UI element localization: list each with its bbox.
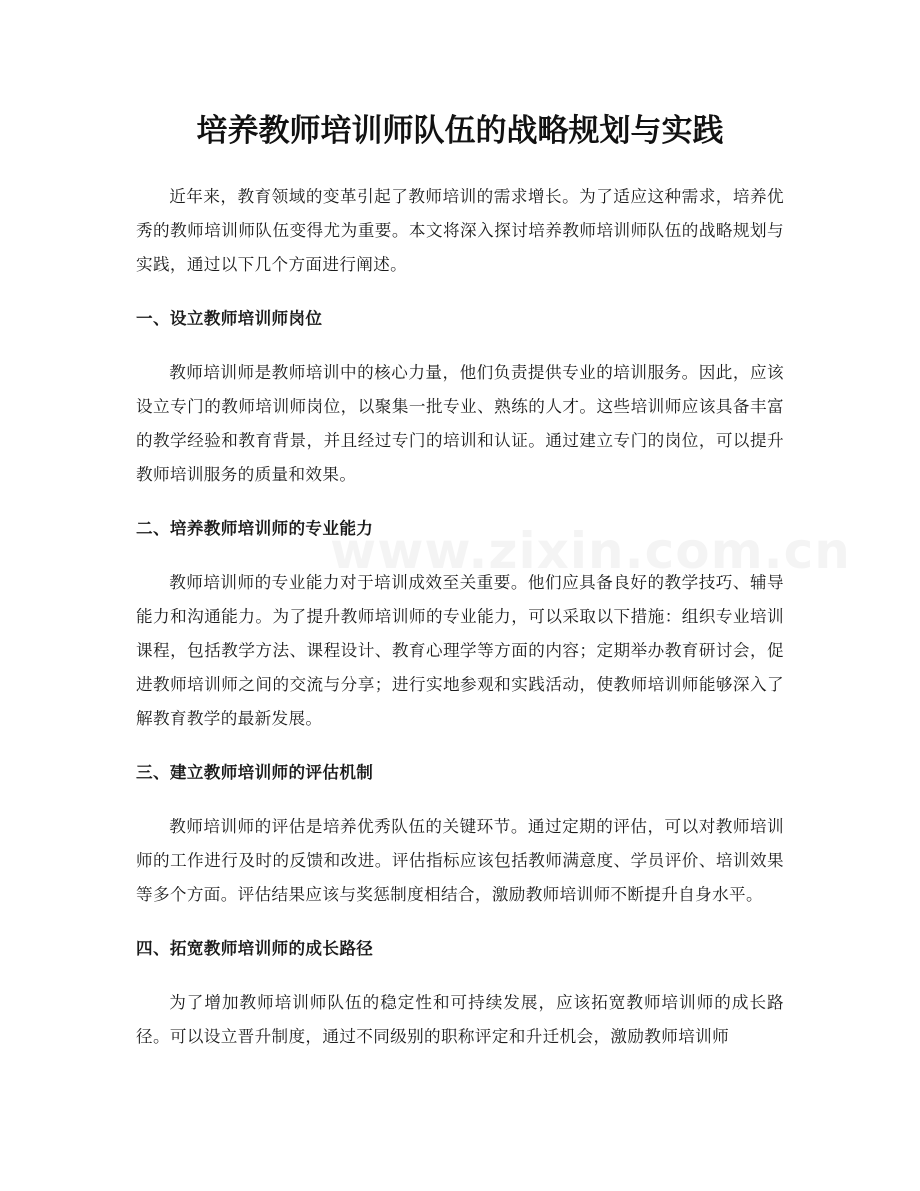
section-heading-3: 三、建立教师培训师的评估机制 [136,763,374,782]
section-paragraph-1: 教师培训师是教师培训中的核心力量，他们负责提供专业的培训服务。因此，应该设立专门的教师培训师岗位，以聚集一批专业、熟练的人才。这些培训师应该具备丰富的教学经验和教育背景，并且经过专门的培训和认证。通过建立专门的岗位，可以提升教师培训服务的质量和效果。 [136,363,784,484]
section-paragraph-4: 为了增加教师培训师队伍的稳定性和可持续发展，应该拓宽教师培训师的成长路径。可以设立晋升制度，通过不同级别的职称评定和升迁机会，激励教师培训师 [136,993,784,1046]
section-paragraph-3: 教师培训师的评估是培养优秀队伍的关键环节。通过定期的评估，可以对教师培训师的工作进行及时的反馈和改进。评估指标应该包括教师满意度、学员评价、培训效果等多个方面。评估结果应该与奖惩制度相结合，激励教师培训师不断提升自身水平。 [136,817,784,904]
document-title: 培养教师培训师队伍的战略规划与实践 [196,113,724,149]
document-body [136,180,784,1054]
section-heading-2: 二、培养教师培训师的专业能力 [136,519,374,538]
section-heading-4: 四、拓宽教师培训师的成长路径 [136,939,374,958]
section-paragraph-2: 教师培训师的专业能力对于培训成效至关重要。他们应具备良好的教学技巧、辅导能力和沟通能力。为了提升教师培训师的专业能力，可以采取以下措施：组织专业培训课程，包括教学方法、课程设计、教育心理学等方面的内容；定期举办教育研讨会，促进教师培训师之间的交流与分享；进行实地参观和实践活动，使教师培训师能够深入了解教育教学的最新发展。 [136,573,784,728]
intro-paragraph: 近年来，教育领域的变革引起了教师培训的需求增长。为了适应这种需求，培养优秀的教师培训师队伍变得尤为重要。本文将深入探讨培养教师培训师队伍的战略规划与实践，通过以下几个方面进行阐述。 [136,187,784,274]
section-heading-1: 一、设立教师培训师岗位 [136,309,323,328]
